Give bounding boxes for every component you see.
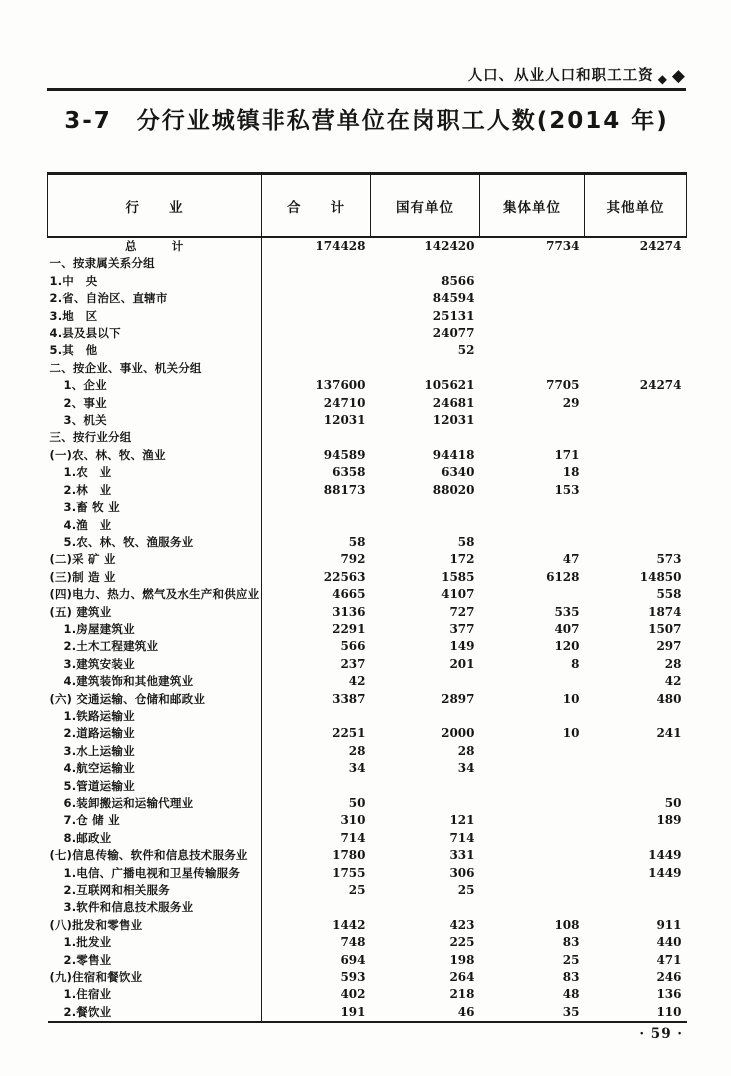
row-value xyxy=(371,899,480,916)
table-row xyxy=(48,517,687,534)
page-number: · 59 · xyxy=(639,1026,683,1042)
table-row xyxy=(48,656,687,673)
table-row xyxy=(48,882,687,899)
row-label: 一、按隶属关系分组 xyxy=(48,255,262,272)
row-value: 10 xyxy=(562,691,580,706)
row-value: 28 xyxy=(457,743,475,758)
row-value xyxy=(262,517,371,534)
row-label: 6.装卸搬运和运输代理业 xyxy=(48,795,262,812)
row-value: 241 xyxy=(656,726,682,741)
row-label: 二、按企业、事业、机关分组 xyxy=(48,360,262,377)
row-value xyxy=(585,273,687,290)
row-value: 714 xyxy=(340,830,366,845)
row-value: 480 xyxy=(656,691,682,706)
row-value xyxy=(585,412,687,429)
table-row xyxy=(48,899,687,916)
row-value: 24274 xyxy=(639,239,682,253)
row-value: 88020 xyxy=(432,482,475,497)
row-label: 3.水上运输业 xyxy=(48,743,262,760)
row-label: (二)采 矿 业 xyxy=(48,551,262,568)
row-value: 189 xyxy=(656,813,682,828)
row-value: 7734 xyxy=(546,239,580,253)
table-row xyxy=(48,673,687,690)
row-value: 83 xyxy=(562,935,580,950)
column-header-collective: 集体单位 xyxy=(480,174,585,238)
row-value: 2251 xyxy=(332,726,366,741)
row-value: 310 xyxy=(340,813,366,828)
row-value: 28 xyxy=(664,656,682,671)
table-row xyxy=(48,778,687,795)
column-header-state-owned: 国有单位 xyxy=(371,174,480,238)
row-value: 142420 xyxy=(424,239,475,253)
row-value: 58 xyxy=(457,534,475,549)
row-value xyxy=(262,899,371,916)
row-value: 83 xyxy=(562,970,580,985)
row-value: 237 xyxy=(340,656,366,671)
row-value xyxy=(480,743,585,760)
row-value: 153 xyxy=(554,482,580,497)
row-value xyxy=(585,464,687,481)
row-value: 8566 xyxy=(441,273,475,288)
row-value: 792 xyxy=(340,552,366,567)
row-label: 5.其 他 xyxy=(48,342,262,359)
row-value: 25 xyxy=(562,952,580,967)
row-label: 3.地 区 xyxy=(48,308,262,325)
row-value xyxy=(371,360,480,377)
row-value: 25131 xyxy=(432,308,475,323)
row-value xyxy=(585,447,687,464)
row-value: 136 xyxy=(656,987,682,1002)
row-value xyxy=(480,499,585,516)
column-header-other: 其他单位 xyxy=(585,174,687,238)
row-value xyxy=(480,899,585,916)
row-value xyxy=(480,290,585,307)
row-value: 174428 xyxy=(315,239,366,253)
row-value xyxy=(262,499,371,516)
row-value: 84594 xyxy=(432,291,475,306)
running-header-text: 人口、从业人口和职工工资 xyxy=(467,68,654,84)
table-row xyxy=(48,342,687,359)
row-value xyxy=(585,395,687,412)
table-row xyxy=(48,325,687,342)
row-value xyxy=(480,308,585,325)
row-label: 4.渔 业 xyxy=(48,517,262,534)
page-title: 3-7 分行业城镇非私营单位在岗职工人数(2014 年) xyxy=(64,108,669,134)
table-row xyxy=(48,725,687,742)
table-row xyxy=(48,812,687,829)
row-value: 24710 xyxy=(323,395,366,410)
row-value xyxy=(585,308,687,325)
row-value: 331 xyxy=(449,848,475,863)
row-label: (一)农、林、牧、渔业 xyxy=(48,447,262,464)
row-label: 4.航空运输业 xyxy=(48,760,262,777)
row-label: 1、企业 xyxy=(48,377,262,394)
row-value xyxy=(480,255,585,272)
row-value: 535 xyxy=(554,604,580,619)
row-value xyxy=(480,812,585,829)
row-value xyxy=(371,708,480,725)
row-value: 694 xyxy=(340,952,366,967)
row-label: 1.农 业 xyxy=(48,464,262,481)
row-value: 246 xyxy=(656,970,682,985)
table-row xyxy=(48,534,687,551)
table-row xyxy=(48,255,687,272)
row-label: 2.餐饮业 xyxy=(48,1004,262,1022)
table-row xyxy=(48,621,687,638)
table-row xyxy=(48,604,687,621)
row-value xyxy=(585,325,687,342)
row-value: 12031 xyxy=(323,413,366,428)
diamond-icon-small: ◆ xyxy=(657,72,668,86)
row-value: 377 xyxy=(449,621,475,636)
row-value xyxy=(480,342,585,359)
row-value: 42 xyxy=(664,674,682,689)
row-value: 4107 xyxy=(441,587,475,602)
row-value xyxy=(371,673,480,690)
row-value: 172 xyxy=(449,552,475,567)
row-value: 1449 xyxy=(648,865,682,880)
header-rule xyxy=(47,88,686,91)
row-value: 52 xyxy=(457,343,475,358)
table-row xyxy=(48,482,687,499)
row-value xyxy=(480,778,585,795)
table-row xyxy=(48,273,687,290)
row-value: 1449 xyxy=(648,848,682,863)
table-row xyxy=(48,377,687,394)
row-value: 727 xyxy=(449,604,475,619)
row-value: 22563 xyxy=(323,569,366,584)
row-label: (三)制 造 业 xyxy=(48,569,262,586)
table-row xyxy=(48,237,687,255)
row-value xyxy=(585,360,687,377)
table-row xyxy=(48,447,687,464)
table-body xyxy=(48,237,687,1022)
statistics-table xyxy=(47,172,687,1023)
row-value: 558 xyxy=(656,587,682,602)
row-value: 306 xyxy=(449,865,475,880)
table-row xyxy=(48,691,687,708)
row-value xyxy=(480,830,585,847)
row-value: 108 xyxy=(554,917,580,932)
table-row xyxy=(48,969,687,986)
row-value xyxy=(585,899,687,916)
row-label: 三、按行业分组 xyxy=(48,429,262,446)
row-value: 34 xyxy=(457,761,475,776)
row-value xyxy=(480,360,585,377)
row-value: 198 xyxy=(449,952,475,967)
row-label: (九)住宿和餐饮业 xyxy=(48,969,262,986)
row-value xyxy=(480,273,585,290)
row-label: 2.土木工程建筑业 xyxy=(48,638,262,655)
row-value: 18 xyxy=(562,465,580,480)
row-value: 24077 xyxy=(432,326,475,341)
row-value xyxy=(480,429,585,446)
table-row xyxy=(48,934,687,951)
row-value: 6358 xyxy=(332,465,366,480)
table-row xyxy=(48,830,687,847)
table-row xyxy=(48,395,687,412)
row-value xyxy=(262,429,371,446)
row-value xyxy=(480,517,585,534)
row-value xyxy=(585,290,687,307)
row-value: 50 xyxy=(348,796,366,810)
row-value: 191 xyxy=(340,1004,366,1019)
row-value: 1585 xyxy=(441,569,475,584)
row-value xyxy=(585,534,687,551)
row-value: 94589 xyxy=(323,447,366,462)
row-value: 218 xyxy=(449,987,475,1002)
row-label: 4.建筑装饰和其他建筑业 xyxy=(48,673,262,690)
row-value: 110 xyxy=(656,1004,682,1019)
row-value xyxy=(585,708,687,725)
row-label: 3、机关 xyxy=(48,412,262,429)
row-value: 714 xyxy=(449,830,475,845)
running-header xyxy=(468,64,686,85)
row-value: 1755 xyxy=(332,865,366,880)
table-header xyxy=(48,174,687,238)
table-row xyxy=(48,743,687,760)
table-row xyxy=(48,308,687,325)
row-value xyxy=(371,778,480,795)
table-row xyxy=(48,551,687,568)
row-label: 2.零售业 xyxy=(48,952,262,969)
row-label: 7.仓 储 业 xyxy=(48,812,262,829)
row-value: 35 xyxy=(562,1004,580,1019)
row-value xyxy=(585,482,687,499)
row-value xyxy=(585,342,687,359)
row-value: 120 xyxy=(554,639,580,654)
row-value xyxy=(585,760,687,777)
row-value xyxy=(480,847,585,864)
row-value xyxy=(585,743,687,760)
row-value: 88173 xyxy=(323,482,366,497)
row-value: 10 xyxy=(562,726,580,741)
row-value: 47 xyxy=(562,552,580,567)
row-label: 1.电信、广播电视和卫星传输服务 xyxy=(48,865,262,882)
row-value xyxy=(480,673,585,690)
row-value: 137600 xyxy=(315,378,366,393)
table-row xyxy=(48,795,687,812)
table-row xyxy=(48,412,687,429)
row-value xyxy=(262,273,371,290)
row-label: 2.林 业 xyxy=(48,482,262,499)
row-label: 3.建筑安装业 xyxy=(48,656,262,673)
table-row xyxy=(48,917,687,934)
column-header-industry: 行 业 xyxy=(48,174,262,238)
row-value xyxy=(585,778,687,795)
row-value xyxy=(585,517,687,534)
row-value xyxy=(262,778,371,795)
diamond-icon-large: ◆ xyxy=(671,66,686,86)
table-header-row xyxy=(48,174,687,238)
row-value: 25 xyxy=(348,883,366,898)
row-value: 471 xyxy=(656,952,682,967)
row-value: 42 xyxy=(348,674,366,689)
row-value: 105621 xyxy=(424,378,475,393)
row-value: 402 xyxy=(340,987,366,1002)
row-value xyxy=(262,290,371,307)
row-value: 12031 xyxy=(432,413,475,428)
row-value xyxy=(262,255,371,272)
row-value: 1780 xyxy=(332,848,366,863)
table-row xyxy=(48,360,687,377)
row-value xyxy=(585,882,687,899)
row-value xyxy=(585,830,687,847)
row-value: 149 xyxy=(449,639,475,654)
table-row xyxy=(48,865,687,882)
row-value: 171 xyxy=(554,447,580,462)
row-value: 297 xyxy=(656,639,682,654)
row-value: 4665 xyxy=(332,587,366,602)
row-value xyxy=(480,708,585,725)
row-value: 121 xyxy=(449,813,475,828)
row-label: 1.铁路运输业 xyxy=(48,708,262,725)
row-label: 总 计 xyxy=(48,237,262,255)
row-label: (四)电力、热力、燃气及水生产和供应业 xyxy=(48,586,262,603)
row-label: 1.批发业 xyxy=(48,934,262,951)
row-value xyxy=(371,795,480,812)
row-value xyxy=(371,517,480,534)
row-label: 2.道路运输业 xyxy=(48,725,262,742)
table-row xyxy=(48,569,687,586)
row-value: 1874 xyxy=(648,604,682,619)
row-value xyxy=(371,429,480,446)
table-row xyxy=(48,464,687,481)
row-label: 4.县及县以下 xyxy=(48,325,262,342)
row-value: 50 xyxy=(664,796,682,810)
row-value: 24274 xyxy=(639,378,682,393)
table-row xyxy=(48,952,687,969)
row-value: 7705 xyxy=(546,378,580,393)
row-value: 593 xyxy=(340,970,366,985)
table-row xyxy=(48,586,687,603)
row-value xyxy=(262,360,371,377)
row-label: (七)信息传输、软件和信息技术服务业 xyxy=(48,847,262,864)
row-value: 911 xyxy=(656,917,682,932)
row-value xyxy=(480,795,585,812)
row-value: 25 xyxy=(457,883,475,898)
row-value xyxy=(371,499,480,516)
row-value xyxy=(585,429,687,446)
row-value: 3136 xyxy=(332,604,366,619)
row-label: (六) 交通运输、仓储和邮政业 xyxy=(48,691,262,708)
table-row xyxy=(48,429,687,446)
row-value: 748 xyxy=(340,935,366,950)
row-label: 1.中 央 xyxy=(48,273,262,290)
row-label: 3.畜 牧 业 xyxy=(48,499,262,516)
row-value xyxy=(480,882,585,899)
row-value: 566 xyxy=(340,639,366,654)
row-value: 94418 xyxy=(432,447,475,462)
table-row xyxy=(48,760,687,777)
row-value: 6128 xyxy=(546,569,580,584)
row-value: 1507 xyxy=(648,621,682,636)
row-value xyxy=(480,760,585,777)
column-header-total: 合 计 xyxy=(262,174,371,238)
row-value: 1442 xyxy=(332,917,366,932)
row-value: 58 xyxy=(348,534,366,549)
table-row xyxy=(48,708,687,725)
row-value xyxy=(480,534,585,551)
row-label: 1.房屋建筑业 xyxy=(48,621,262,638)
row-value: 573 xyxy=(656,552,682,567)
row-value: 264 xyxy=(449,970,475,985)
row-value xyxy=(480,865,585,882)
row-label: 5.农、林、牧、渔服务业 xyxy=(48,534,262,551)
row-value: 407 xyxy=(554,621,580,636)
table-row xyxy=(48,986,687,1003)
row-value: 423 xyxy=(449,917,475,932)
row-label: 1.住宿业 xyxy=(48,986,262,1003)
row-value: 2897 xyxy=(441,691,475,706)
row-value: 28 xyxy=(348,743,366,758)
row-value: 6340 xyxy=(441,465,475,480)
row-value: 2291 xyxy=(332,621,366,636)
row-value xyxy=(480,586,585,603)
row-value xyxy=(262,325,371,342)
row-value xyxy=(480,325,585,342)
row-value: 2000 xyxy=(441,726,475,741)
row-value xyxy=(262,708,371,725)
row-value xyxy=(262,308,371,325)
row-value xyxy=(262,342,371,359)
row-label: 2、事业 xyxy=(48,395,262,412)
row-label: 2.省、自治区、直辖市 xyxy=(48,290,262,307)
row-value xyxy=(371,255,480,272)
row-label: 5.管道运输业 xyxy=(48,778,262,795)
row-label: (八)批发和零售业 xyxy=(48,917,262,934)
row-value: 8 xyxy=(571,656,580,671)
row-value: 14850 xyxy=(639,569,682,584)
row-value: 225 xyxy=(449,935,475,950)
row-label: 8.邮政业 xyxy=(48,830,262,847)
row-value xyxy=(585,255,687,272)
table-row xyxy=(48,847,687,864)
row-value: 46 xyxy=(457,1004,475,1019)
row-value xyxy=(585,499,687,516)
row-label: 2.互联网和相关服务 xyxy=(48,882,262,899)
table-row xyxy=(48,1004,687,1022)
row-value: 3387 xyxy=(332,691,366,706)
row-value: 201 xyxy=(449,656,475,671)
table-row xyxy=(48,638,687,655)
row-label: 3.软件和信息技术服务业 xyxy=(48,899,262,916)
row-label: (五) 建筑业 xyxy=(48,604,262,621)
row-value: 48 xyxy=(562,987,580,1002)
row-value: 440 xyxy=(656,935,682,950)
row-value xyxy=(480,412,585,429)
row-value: 34 xyxy=(348,761,366,776)
table-row xyxy=(48,290,687,307)
row-value: 24681 xyxy=(432,395,475,410)
row-value: 29 xyxy=(562,395,580,410)
table-row xyxy=(48,499,687,516)
